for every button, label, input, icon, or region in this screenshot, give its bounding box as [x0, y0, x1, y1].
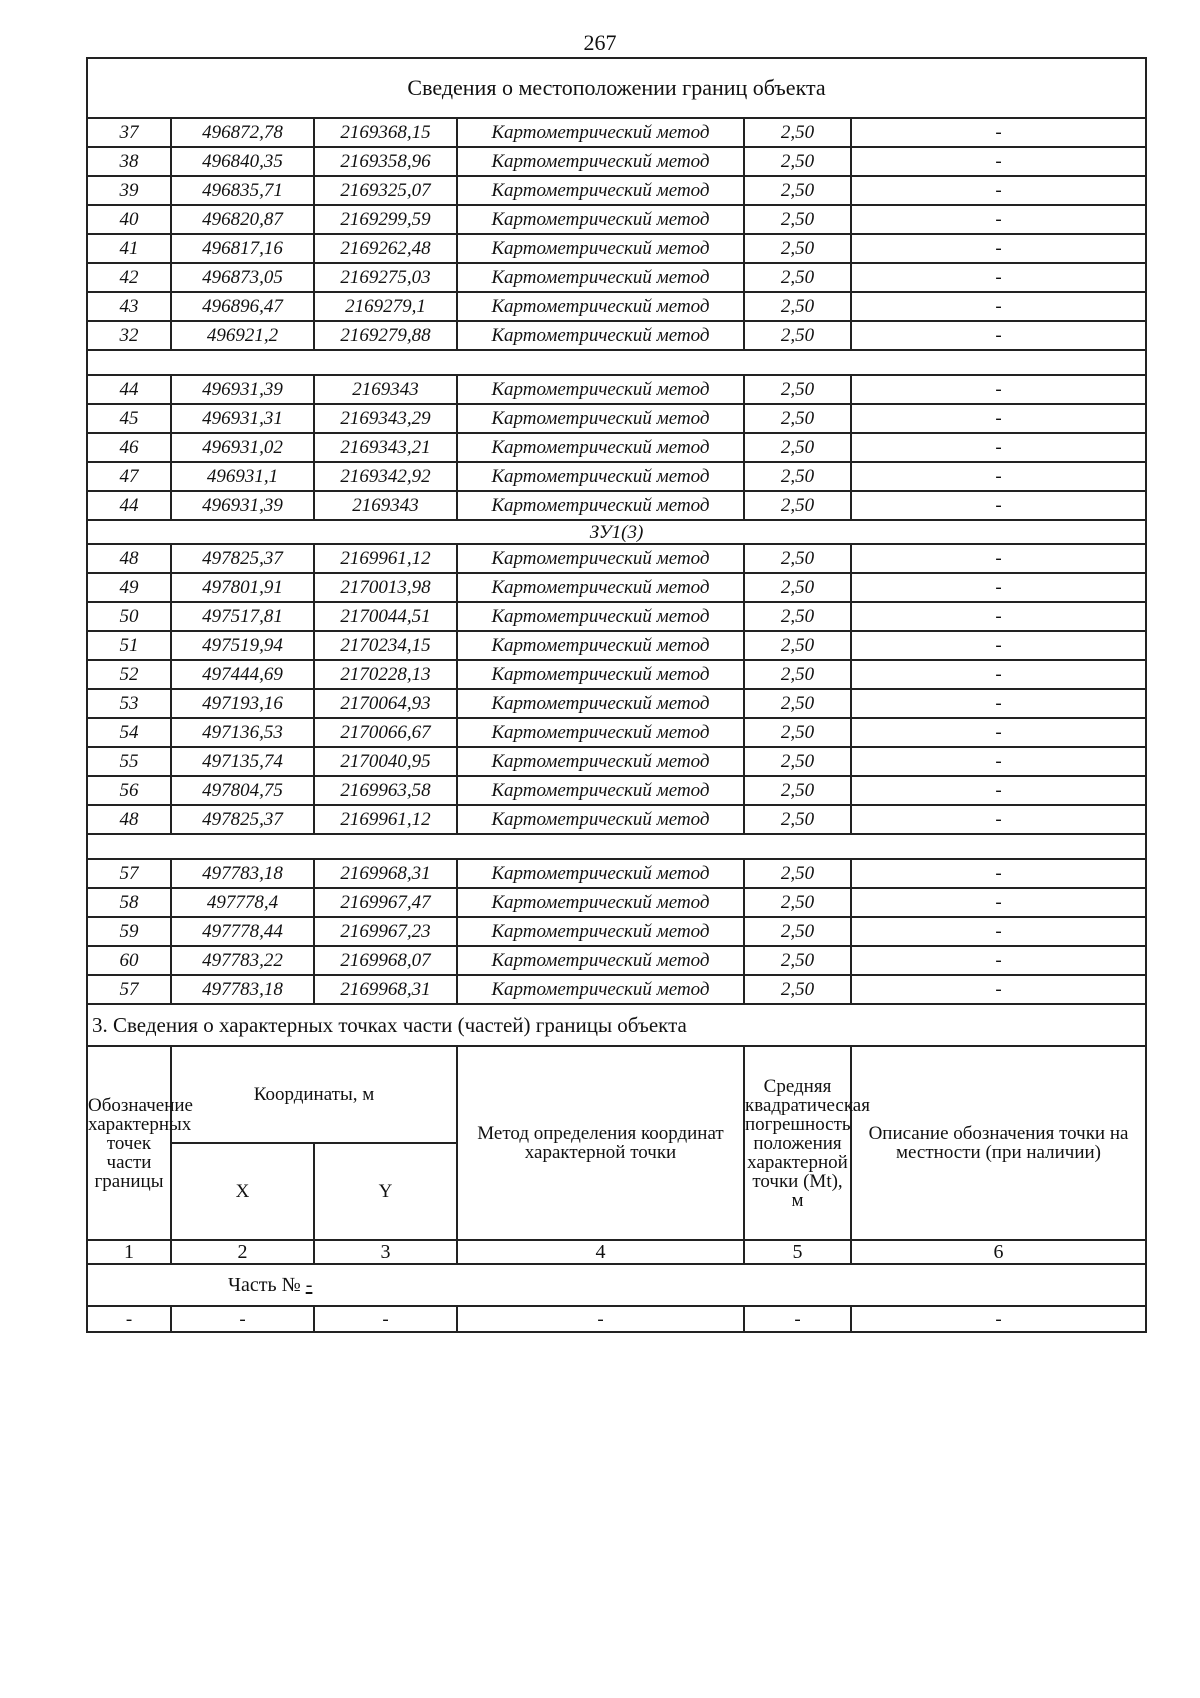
point-number: 39 [87, 176, 171, 205]
point-number: 54 [87, 718, 171, 747]
table-row [87, 205, 1146, 234]
point-number: 40 [87, 205, 171, 234]
parcel-label-row [87, 520, 1146, 544]
coord-y: 2170064,93 [314, 689, 457, 718]
part-data-row [87, 1306, 1146, 1332]
coord-y: 2170228,13 [314, 660, 457, 689]
table-row [87, 888, 1146, 917]
coord-y: 2169961,12 [314, 544, 457, 573]
mean-error: 2,50 [744, 176, 851, 205]
column-number: 2 [171, 1240, 314, 1264]
coord-x: 497825,37 [171, 544, 314, 573]
point-number: 44 [87, 491, 171, 520]
table-row [87, 234, 1146, 263]
description: - [851, 118, 1146, 147]
point-number: 56 [87, 776, 171, 805]
coord-y: 2170066,67 [314, 718, 457, 747]
point-number: 42 [87, 263, 171, 292]
table-cell: - [744, 1306, 851, 1332]
description: - [851, 859, 1146, 888]
description: - [851, 747, 1146, 776]
mean-error: 2,50 [744, 375, 851, 404]
coord-x: 496820,87 [171, 205, 314, 234]
method: Картометрический метод [457, 147, 744, 176]
coord-y: 2169967,47 [314, 888, 457, 917]
mean-error: 2,50 [744, 689, 851, 718]
point-number: 49 [87, 573, 171, 602]
table-row [87, 375, 1146, 404]
point-number: 55 [87, 747, 171, 776]
column-number: 3 [314, 1240, 457, 1264]
method: Картометрический метод [457, 205, 744, 234]
section3-title: 3. Сведения о характерных точках части (частей) границы объекта [87, 1004, 1146, 1046]
method: Картометрический метод [457, 805, 744, 834]
coord-y: 2169279,1 [314, 292, 457, 321]
mean-error: 2,50 [744, 433, 851, 462]
table-row [87, 321, 1146, 350]
point-number: 58 [87, 888, 171, 917]
method: Картометрический метод [457, 118, 744, 147]
method: Картометрический метод [457, 975, 744, 1004]
table-row [87, 263, 1146, 292]
method: Картометрический метод [457, 776, 744, 805]
point-number: 32 [87, 321, 171, 350]
mean-error: 2,50 [744, 321, 851, 350]
coord-x: 497778,44 [171, 917, 314, 946]
header-y: Y [314, 1143, 457, 1240]
method: Картометрический метод [457, 859, 744, 888]
blank-separator-row [87, 834, 1146, 859]
table-row [87, 573, 1146, 602]
coord-y: 2169968,07 [314, 946, 457, 975]
method: Картометрический метод [457, 946, 744, 975]
point-number: 44 [87, 375, 171, 404]
table-cell: - [171, 1306, 314, 1332]
table-row [87, 292, 1146, 321]
coord-x: 496931,39 [171, 491, 314, 520]
boundary-table [86, 57, 1147, 1333]
column-numbers-row [87, 1240, 1146, 1264]
coord-y: 2169343 [314, 491, 457, 520]
coord-y: 2170040,95 [314, 747, 457, 776]
method: Картометрический метод [457, 321, 744, 350]
coord-y: 2169342,92 [314, 462, 457, 491]
mean-error: 2,50 [744, 776, 851, 805]
table-row [87, 631, 1146, 660]
point-number: 59 [87, 917, 171, 946]
mean-error: 2,50 [744, 888, 851, 917]
method: Картометрический метод [457, 292, 744, 321]
method: Картометрический метод [457, 747, 744, 776]
coord-x: 496840,35 [171, 147, 314, 176]
description: - [851, 234, 1146, 263]
coord-y: 2169967,23 [314, 917, 457, 946]
point-number: 50 [87, 602, 171, 631]
point-number: 38 [87, 147, 171, 176]
method: Картометрический метод [457, 888, 744, 917]
point-number: 45 [87, 404, 171, 433]
mean-error: 2,50 [744, 946, 851, 975]
description: - [851, 147, 1146, 176]
table-row [87, 718, 1146, 747]
mean-error: 2,50 [744, 205, 851, 234]
parcel-label: ЗУ1(3) [87, 520, 1146, 544]
point-number: 46 [87, 433, 171, 462]
coord-y: 2169325,07 [314, 176, 457, 205]
part-number: - [305, 1274, 313, 1296]
coord-y: 2170044,51 [314, 602, 457, 631]
coord-x: 497783,22 [171, 946, 314, 975]
coord-y: 2169968,31 [314, 975, 457, 1004]
table-row [87, 147, 1146, 176]
blank-cell [87, 350, 1146, 375]
description: - [851, 375, 1146, 404]
method: Картометрический метод [457, 404, 744, 433]
header-mean-error: Средняя квадратическая погрешность положения характерной точки (Mt), м [744, 1046, 851, 1240]
coord-x: 496872,78 [171, 118, 314, 147]
description: - [851, 404, 1146, 433]
mean-error: 2,50 [744, 118, 851, 147]
description: - [851, 689, 1146, 718]
table-cell: - [314, 1306, 457, 1332]
method: Картометрический метод [457, 176, 744, 205]
mean-error: 2,50 [744, 491, 851, 520]
blank-separator-row [87, 350, 1146, 375]
description: - [851, 462, 1146, 491]
coord-y: 2169961,12 [314, 805, 457, 834]
section3-header-row [87, 1046, 1146, 1143]
description: - [851, 776, 1146, 805]
description: - [851, 660, 1146, 689]
point-number: 47 [87, 462, 171, 491]
header-coordinates: Координаты, м [171, 1046, 457, 1143]
mean-error: 2,50 [744, 263, 851, 292]
coord-x: 496873,05 [171, 263, 314, 292]
coord-x: 497444,69 [171, 660, 314, 689]
coord-x: 497193,16 [171, 689, 314, 718]
point-number: 53 [87, 689, 171, 718]
coord-y: 2169343,29 [314, 404, 457, 433]
table-row [87, 404, 1146, 433]
header-x: X [171, 1143, 314, 1240]
description: - [851, 631, 1146, 660]
table-row [87, 660, 1146, 689]
description: - [851, 321, 1146, 350]
method: Картометрический метод [457, 433, 744, 462]
table-row [87, 859, 1146, 888]
method: Картометрический метод [457, 234, 744, 263]
point-number: 57 [87, 859, 171, 888]
mean-error: 2,50 [744, 660, 851, 689]
table-row [87, 176, 1146, 205]
coord-y: 2169963,58 [314, 776, 457, 805]
method: Картометрический метод [457, 631, 744, 660]
coord-y: 2169275,03 [314, 263, 457, 292]
method: Картометрический метод [457, 375, 744, 404]
column-number: 1 [87, 1240, 171, 1264]
description: - [851, 917, 1146, 946]
table-title-row [87, 58, 1146, 118]
coord-y: 2170013,98 [314, 573, 457, 602]
description: - [851, 544, 1146, 573]
coord-y: 2169358,96 [314, 147, 457, 176]
table-row [87, 689, 1146, 718]
point-number: 48 [87, 805, 171, 834]
coord-x: 496817,16 [171, 234, 314, 263]
table-title: Сведения о местоположении границ объекта [87, 58, 1146, 118]
description: - [851, 573, 1146, 602]
coord-x: 497825,37 [171, 805, 314, 834]
coord-x: 497136,53 [171, 718, 314, 747]
point-number: 51 [87, 631, 171, 660]
description: - [851, 718, 1146, 747]
page-number: 267 [583, 30, 617, 55]
coord-x: 496896,47 [171, 292, 314, 321]
coord-y: 2169343 [314, 375, 457, 404]
method: Картометрический метод [457, 263, 744, 292]
method: Картометрический метод [457, 917, 744, 946]
table-row [87, 462, 1146, 491]
coord-y: 2169262,48 [314, 234, 457, 263]
coord-x: 497783,18 [171, 975, 314, 1004]
column-number: 5 [744, 1240, 851, 1264]
mean-error: 2,50 [744, 631, 851, 660]
description: - [851, 946, 1146, 975]
mean-error: 2,50 [744, 805, 851, 834]
coord-x: 497801,91 [171, 573, 314, 602]
table-row [87, 118, 1146, 147]
coord-x: 497783,18 [171, 859, 314, 888]
mean-error: 2,50 [744, 544, 851, 573]
point-number: 41 [87, 234, 171, 263]
coord-x: 497517,81 [171, 602, 314, 631]
coord-x: 497778,4 [171, 888, 314, 917]
coord-x: 497804,75 [171, 776, 314, 805]
mean-error: 2,50 [744, 147, 851, 176]
coord-y: 2170234,15 [314, 631, 457, 660]
header-description: Описание обозначения точки на местности (при наличии) [851, 1046, 1146, 1240]
mean-error: 2,50 [744, 602, 851, 631]
mean-error: 2,50 [744, 859, 851, 888]
description: - [851, 888, 1146, 917]
coord-y: 2169279,88 [314, 321, 457, 350]
table-row [87, 544, 1146, 573]
coord-x: 497135,74 [171, 747, 314, 776]
method: Картометрический метод [457, 689, 744, 718]
mean-error: 2,50 [744, 404, 851, 433]
description: - [851, 205, 1146, 234]
description: - [851, 292, 1146, 321]
table-row [87, 776, 1146, 805]
table-row [87, 433, 1146, 462]
method: Картометрический метод [457, 573, 744, 602]
header-point-designation: Обозначение характерных точек части границы [87, 1046, 171, 1240]
coord-x: 496931,31 [171, 404, 314, 433]
coord-y: 2169343,21 [314, 433, 457, 462]
description: - [851, 491, 1146, 520]
table-cell: - [851, 1306, 1146, 1332]
coord-y: 2169968,31 [314, 859, 457, 888]
mean-error: 2,50 [744, 975, 851, 1004]
coord-x: 497519,94 [171, 631, 314, 660]
description: - [851, 176, 1146, 205]
mean-error: 2,50 [744, 573, 851, 602]
coord-y: 2169299,59 [314, 205, 457, 234]
method: Картометрический метод [457, 544, 744, 573]
header-method: Метод определения координат характерной точки [457, 1046, 744, 1240]
description: - [851, 975, 1146, 1004]
table-cell: - [457, 1306, 744, 1332]
mean-error: 2,50 [744, 462, 851, 491]
mean-error: 2,50 [744, 747, 851, 776]
part-label: Часть № [228, 1274, 301, 1296]
part-label-cell [87, 1264, 1146, 1306]
point-number: 57 [87, 975, 171, 1004]
coord-x: 496931,02 [171, 433, 314, 462]
coord-x: 496921,2 [171, 321, 314, 350]
description: - [851, 433, 1146, 462]
mean-error: 2,50 [744, 718, 851, 747]
section3-title-row [87, 1004, 1146, 1046]
table-row [87, 805, 1146, 834]
method: Картометрический метод [457, 718, 744, 747]
coord-x: 496931,39 [171, 375, 314, 404]
description: - [851, 602, 1146, 631]
point-number: 37 [87, 118, 171, 147]
table-row [87, 946, 1146, 975]
table-row [87, 602, 1146, 631]
point-number: 43 [87, 292, 171, 321]
coord-y: 2169368,15 [314, 118, 457, 147]
column-number: 6 [851, 1240, 1146, 1264]
coord-x: 496835,71 [171, 176, 314, 205]
table-row [87, 491, 1146, 520]
description: - [851, 805, 1146, 834]
blank-cell [87, 834, 1146, 859]
point-number: 52 [87, 660, 171, 689]
mean-error: 2,50 [744, 234, 851, 263]
point-number: 48 [87, 544, 171, 573]
mean-error: 2,50 [744, 292, 851, 321]
method: Картометрический метод [457, 602, 744, 631]
table-row [87, 917, 1146, 946]
coord-x: 496931,1 [171, 462, 314, 491]
part-label-row [87, 1264, 1146, 1306]
mean-error: 2,50 [744, 917, 851, 946]
table-row [87, 975, 1146, 1004]
table-cell: - [87, 1306, 171, 1332]
method: Картометрический метод [457, 660, 744, 689]
method: Картометрический метод [457, 491, 744, 520]
point-number: 60 [87, 946, 171, 975]
column-number: 4 [457, 1240, 744, 1264]
table-row [87, 747, 1146, 776]
description: - [851, 263, 1146, 292]
method: Картометрический метод [457, 462, 744, 491]
